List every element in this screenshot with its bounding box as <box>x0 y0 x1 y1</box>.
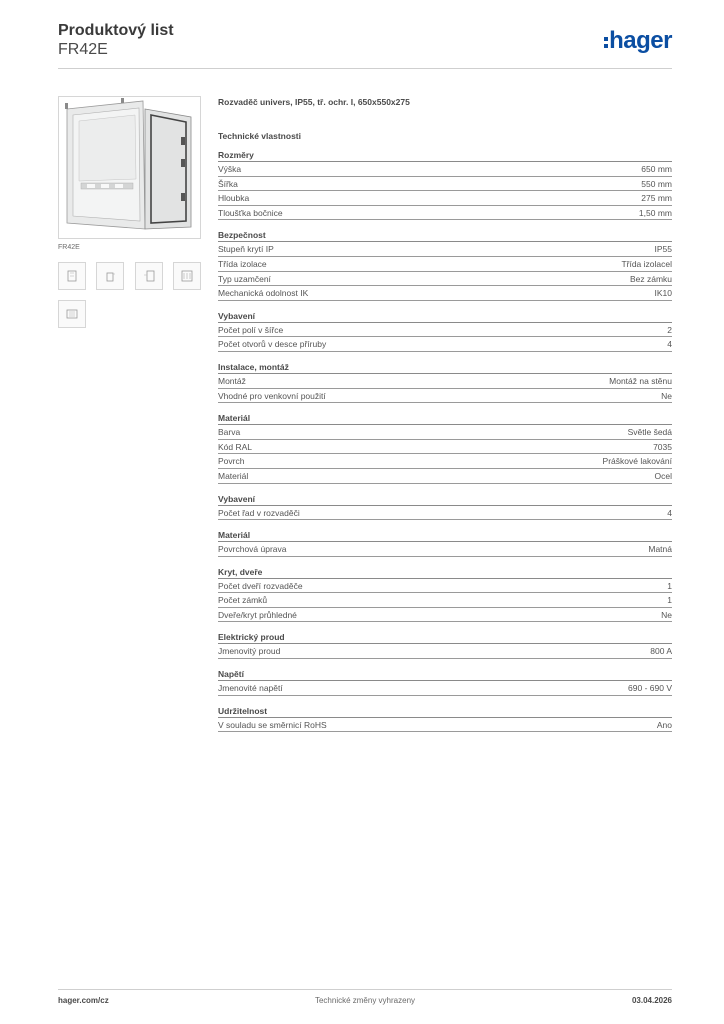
spec-row <box>218 506 672 521</box>
spec-section-title: Instalace, montáž <box>218 361 672 374</box>
spec-section <box>218 493 672 521</box>
page-header <box>58 22 672 70</box>
spec-value: Bez zámku <box>629 273 672 284</box>
spec-section <box>218 566 672 623</box>
spec-row <box>218 440 672 455</box>
spec-value: IK10 <box>654 288 672 299</box>
product-description: Rozvaděč univers, IP55, tř. ochr. I, 650x550x275 <box>218 97 410 107</box>
spec-section <box>218 705 672 733</box>
spec-row <box>218 242 672 257</box>
spec-section-title: Materiál <box>218 529 672 542</box>
spec-label: Výška <box>218 164 242 174</box>
spec-value: 2 <box>667 324 672 335</box>
spec-label: Montáž <box>218 375 246 386</box>
spec-row <box>218 593 672 608</box>
spec-label: Typ uzamčení <box>218 273 271 284</box>
spec-section <box>218 529 672 557</box>
spec-label: Tloušťka bočnice <box>218 207 283 218</box>
cabinet-interior-icon <box>174 263 200 289</box>
spec-row <box>218 718 672 733</box>
product-code: FR42E <box>58 41 108 58</box>
spec-row <box>218 681 672 696</box>
header-divider <box>58 68 672 69</box>
footer-notice: Technické změny vyhrazeny <box>314 996 416 1005</box>
spec-label: Počet dveří rozvaděče <box>218 580 303 591</box>
spec-value: Světle šedá <box>627 427 672 438</box>
logo-text: hager <box>609 27 672 54</box>
spec-section-title: Bezpečnost <box>218 229 672 242</box>
spec-label: Jmenovité napětí <box>218 683 283 694</box>
spec-value: 1 <box>667 595 672 606</box>
spec-value: 1 <box>667 580 672 591</box>
spec-row <box>218 425 672 440</box>
spec-value: 800 A <box>650 646 672 657</box>
spec-value: 650 mm <box>641 164 672 174</box>
spec-section <box>218 412 672 483</box>
cabinet-front-icon <box>59 263 85 289</box>
spec-label: Materiál <box>218 470 249 481</box>
spec-row <box>218 644 672 659</box>
spec-section <box>218 310 672 352</box>
spec-section-title: Rozměry <box>218 149 672 162</box>
spec-label: Dveře/kryt průhledné <box>218 609 297 620</box>
spec-section-title: Udržitelnost <box>218 705 672 718</box>
spec-value: 7035 <box>653 441 672 452</box>
spec-row <box>218 389 672 404</box>
spec-row <box>218 162 672 177</box>
thumbnail-dimensions[interactable] <box>58 300 86 328</box>
spec-label: V souladu se směrnicí RoHS <box>218 719 327 730</box>
spec-value: IP55 <box>654 244 672 255</box>
cabinet-dimensions-icon <box>59 301 85 327</box>
spec-label: Hloubka <box>218 193 250 204</box>
spec-value: Montáž na stěnu <box>609 375 672 386</box>
spec-label: Jmenovitý proud <box>218 646 281 657</box>
spec-value: Třída izolacel <box>621 258 672 269</box>
footer-website[interactable]: hager.com/cz <box>58 996 109 1005</box>
cabinet-open-icon <box>136 263 162 289</box>
spec-row <box>218 257 672 272</box>
thumbnail-interior[interactable] <box>173 262 201 290</box>
spec-section-title: Vybavení <box>218 493 672 506</box>
spec-section-title: Vybavení <box>218 310 672 323</box>
spec-section-title: Napětí <box>218 668 672 681</box>
spec-value: 275 mm <box>641 193 672 204</box>
thumbnail-front[interactable] <box>58 262 86 290</box>
spec-row <box>218 374 672 389</box>
spec-section <box>218 149 672 220</box>
spec-section-title: Kryt, dveře <box>218 566 672 579</box>
spec-label: Šířka <box>218 178 238 189</box>
thumbnail-side[interactable] <box>96 262 124 290</box>
product-main-image <box>58 96 201 239</box>
spec-value: 550 mm <box>641 178 672 189</box>
footer-date: 03.04.2026 <box>631 996 672 1005</box>
spec-value: Ne <box>661 609 672 620</box>
spec-row <box>218 337 672 352</box>
spec-label: Barva <box>218 427 241 438</box>
spec-value: 690 - 690 V <box>628 683 672 694</box>
spec-value: Ocel <box>654 470 672 481</box>
spec-row <box>218 323 672 338</box>
spec-label: Počet řad v rozvaděči <box>218 507 300 518</box>
logo-dots-icon <box>604 37 608 48</box>
spec-label: Kód RAL <box>218 441 253 452</box>
spec-value: 1,50 mm <box>638 207 672 218</box>
thumbnail-open[interactable] <box>135 262 163 290</box>
spec-label: Vhodné pro venkovní použití <box>218 390 326 401</box>
spec-label: Počet zámků <box>218 595 268 606</box>
spec-row <box>218 272 672 287</box>
spec-row <box>218 579 672 594</box>
image-caption: FR42E <box>58 244 80 251</box>
spec-value: Matná <box>648 544 672 555</box>
spec-label: Mechanická odolnost IK <box>218 288 309 299</box>
spec-row <box>218 608 672 623</box>
spec-section-title: Elektrický proud <box>218 631 672 644</box>
spec-row <box>218 454 672 469</box>
cabinet-side-icon <box>97 263 123 289</box>
spec-label: Povrchová úprava <box>218 544 287 555</box>
spec-value: Ne <box>661 390 672 401</box>
spec-row <box>218 206 672 221</box>
cabinet-illustration <box>59 97 200 238</box>
spec-section <box>218 229 672 300</box>
spec-label: Počet otvorů v desce příruby <box>218 339 327 350</box>
spec-value: 4 <box>667 507 672 518</box>
spec-table <box>218 149 672 741</box>
spec-section <box>218 631 672 659</box>
spec-label: Třída izolace <box>218 258 267 269</box>
spec-label: Počet polí v šířce <box>218 324 284 335</box>
spec-section-title: Materiál <box>218 412 672 425</box>
spec-section <box>218 668 672 696</box>
technical-properties-heading: Technické vlastnosti <box>218 131 301 141</box>
spec-label: Povrch <box>218 456 245 467</box>
spec-label: Stupeň krytí IP <box>218 244 274 255</box>
hager-logo <box>604 28 672 54</box>
spec-row <box>218 542 672 557</box>
spec-value: Ano <box>656 719 672 730</box>
spec-row <box>218 469 672 484</box>
spec-row <box>218 191 672 206</box>
spec-value: 4 <box>667 339 672 350</box>
spec-value: Práškové lakování <box>602 456 672 467</box>
spec-section <box>218 361 672 403</box>
footer-divider <box>58 989 672 990</box>
spec-row <box>218 177 672 192</box>
spec-row <box>218 286 672 301</box>
page-title: Produktový list <box>58 22 174 39</box>
